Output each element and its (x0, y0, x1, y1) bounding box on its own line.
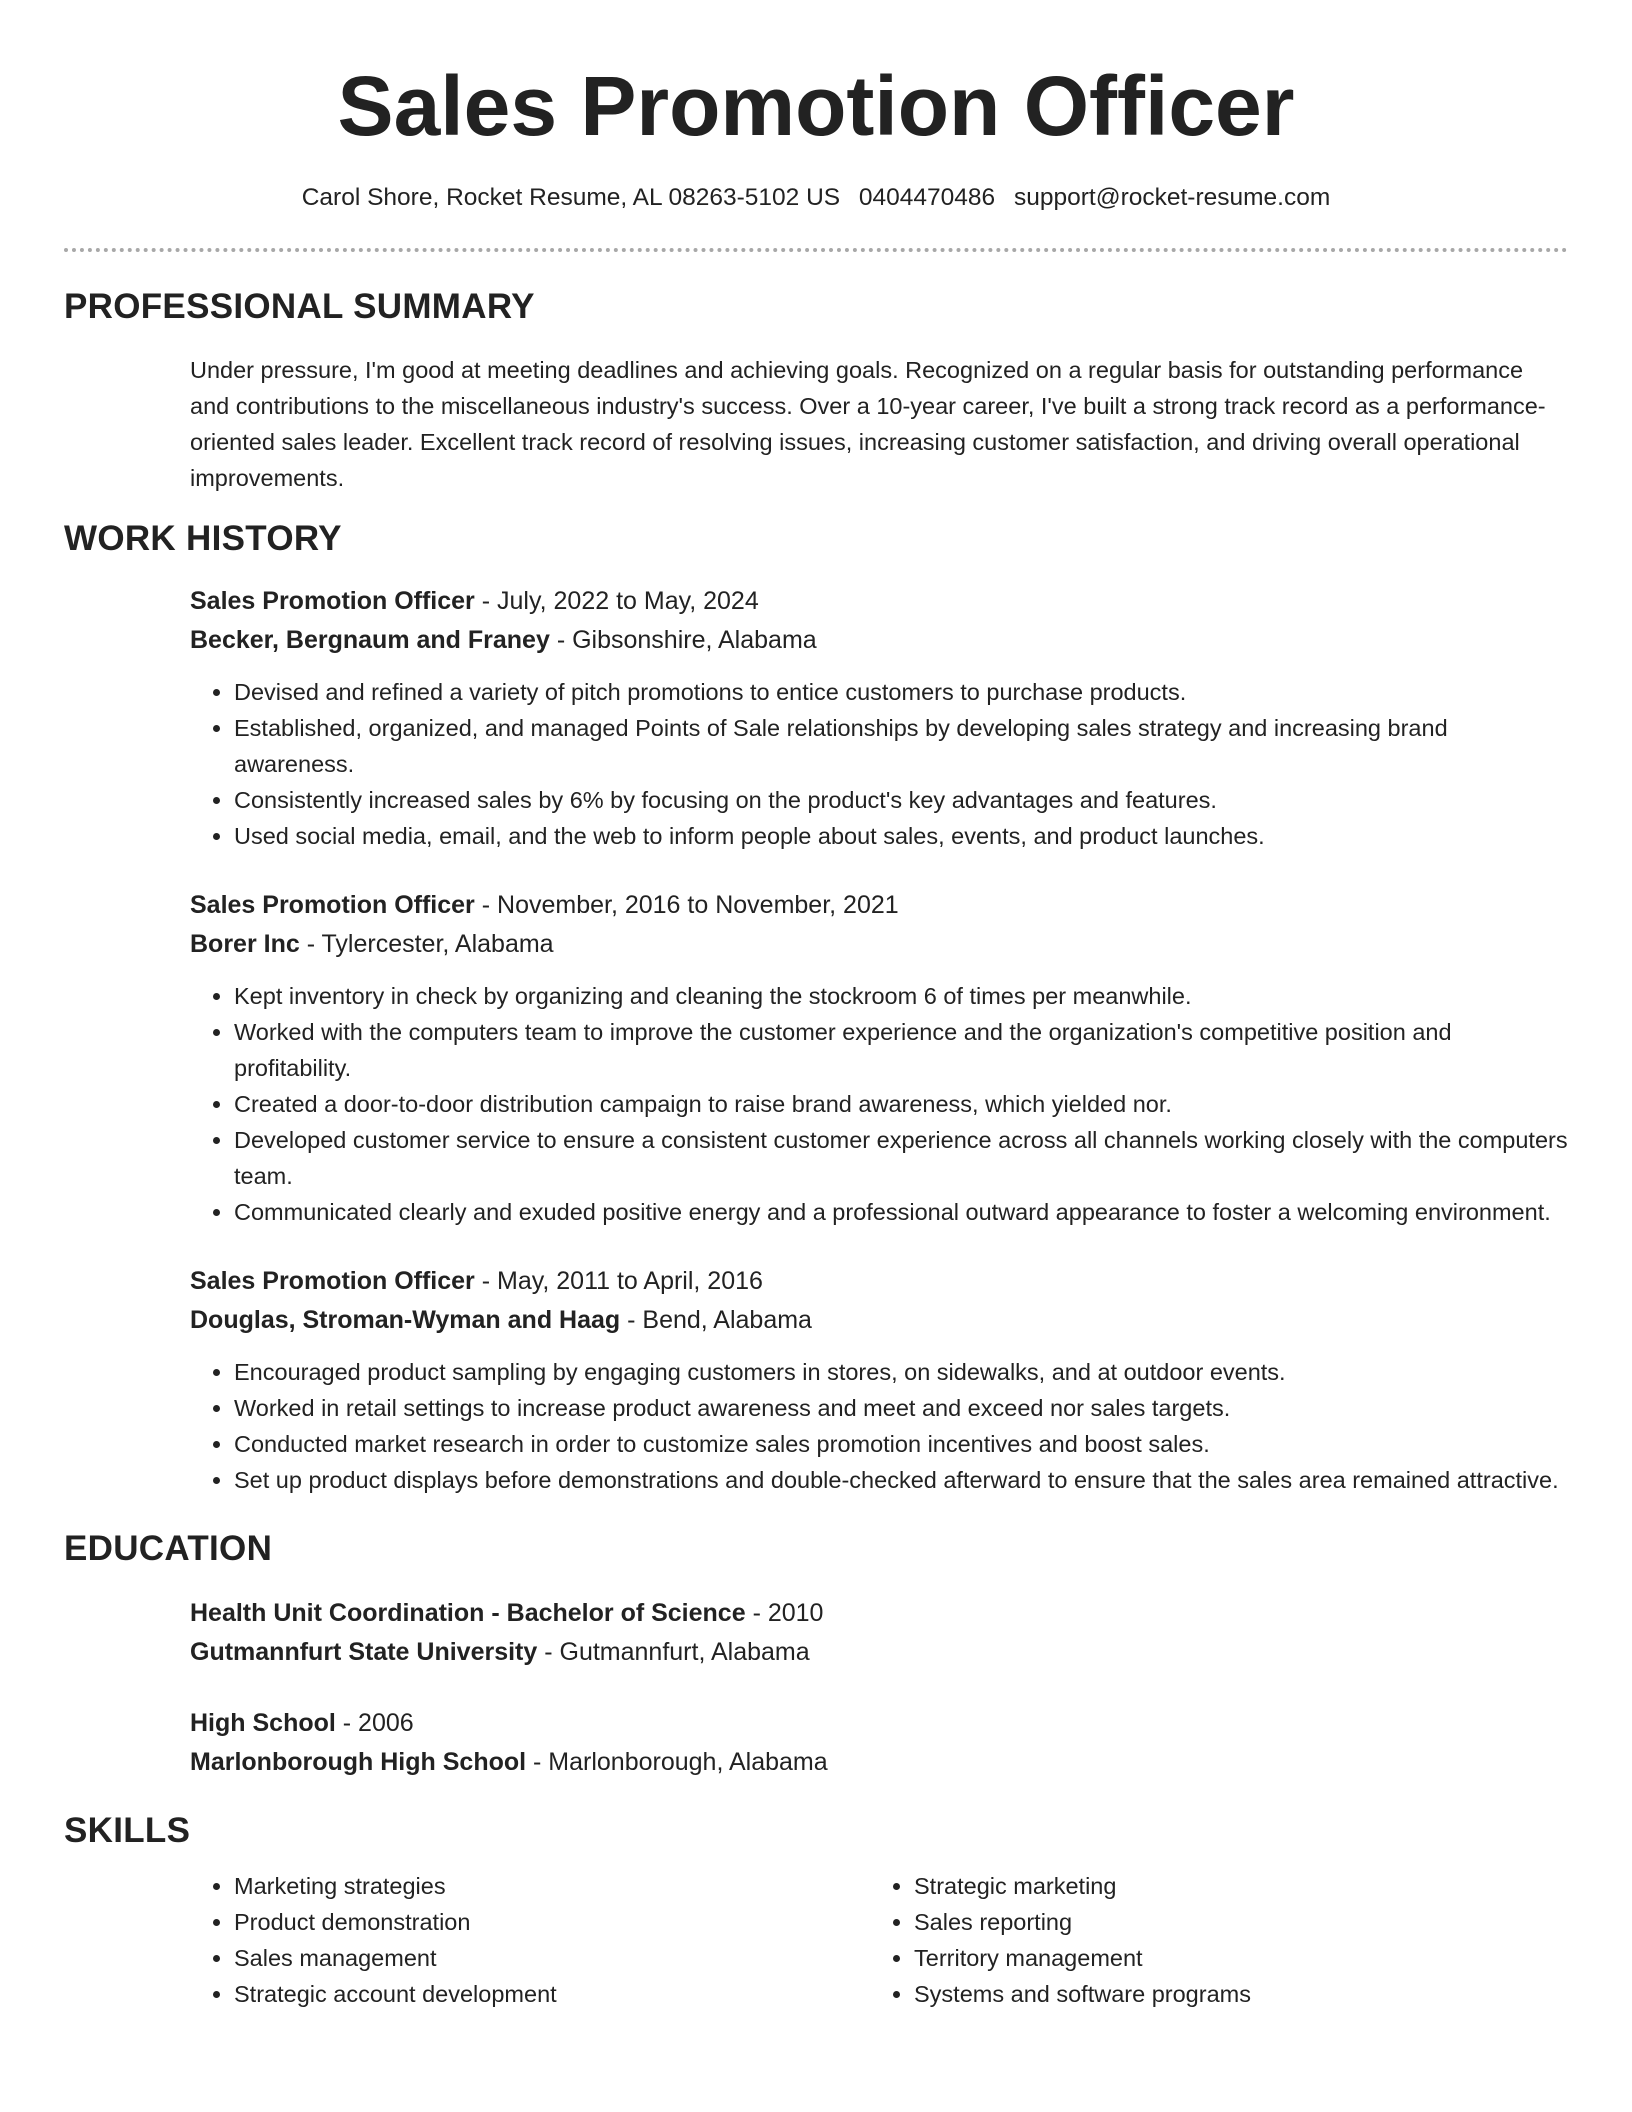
contact-line (64, 182, 1568, 214)
job-bullets (190, 674, 1568, 854)
job-bullet: • Set up product displays before demonstrations and double-checked afterward to ensure that the sales area remained attractive. (234, 1462, 1568, 1498)
work-history-section (64, 518, 1568, 1498)
education-year: - 2006 (335, 1709, 414, 1737)
job-location: - Bend, Alabama (620, 1306, 812, 1334)
job-entry (190, 1262, 1568, 1498)
job-dates: - July, 2022 to May, 2024 (474, 587, 759, 615)
job-bullet: • Established, organized, and managed Points of Sale relationships by developing sales strategy and increasing brand awareness. (234, 710, 1568, 782)
skill-item: • Systems and software programs (914, 1976, 1550, 2012)
education-location: - Marlonborough, Alabama (526, 1748, 828, 1776)
education-entry (190, 1704, 1568, 1782)
skill-item: • Product demonstration (234, 1904, 870, 1940)
job-bullet: • Kept inventory in check by organizing and cleaning the stockroom 6 of times per meanwhile. (234, 978, 1568, 1014)
education-location: - Gutmannfurt, Alabama (537, 1638, 810, 1666)
education-degree: High School (190, 1709, 336, 1737)
summary-section (64, 286, 1568, 496)
skill-item: • Marketing strategies (234, 1868, 870, 1904)
resume-title: Sales Promotion Officer (337, 59, 1295, 153)
job-location: - Gibsonshire, Alabama (549, 626, 817, 654)
education-school: Gutmannfurt State University (190, 1638, 538, 1666)
work-history-heading: WORK HISTORY (64, 519, 342, 558)
job-company: Borer Inc (190, 930, 300, 958)
skills-heading: SKILLS (64, 1811, 191, 1850)
education-school: Marlonborough High School (190, 1748, 527, 1776)
job-bullet: • Worked in retail settings to increase product awareness and meet and exceed nor sales targets. (234, 1390, 1568, 1426)
job-dates: - November, 2016 to November, 2021 (474, 891, 899, 919)
job-company: Douglas, Stroman-Wyman and Haag (190, 1306, 621, 1334)
job-title: Sales Promotion Officer (190, 1267, 475, 1295)
summary-text: Under pressure, I'm good at meeting deadlines and achieving goals. Recognized on a regular basis for outstanding performance and contributions to the miscellaneous industry's success. Over a 10-year career, I've built a strong track record as a performance-oriented sales leader. Excellent track record of resolving issues, increasing customer satisfaction, and driving overall operational improvements. (190, 357, 1546, 491)
education-entry (190, 1594, 1568, 1672)
job-dates: - May, 2011 to April, 2016 (474, 1267, 763, 1295)
resume-page (64, 0, 1568, 2012)
job-bullet: • Consistently increased sales by 6% by focusing on the product's key advantages and features. (234, 782, 1568, 818)
job-title: Sales Promotion Officer (190, 587, 475, 615)
job-title: Sales Promotion Officer (190, 891, 475, 919)
skill-item: • Territory management (914, 1940, 1550, 1976)
job-bullet: • Encouraged product sampling by engaging customers in stores, on sidewalks, and at outdoor events. (234, 1354, 1568, 1390)
skills-column-left (190, 1868, 870, 2012)
job-entry (190, 886, 1568, 1230)
contact-address: Carol Shore, Rocket Resume, AL 08263-5102 US (301, 184, 841, 211)
contact-phone: 0404470486 (858, 184, 996, 211)
education-heading: EDUCATION (64, 1529, 273, 1568)
skills-column-right (870, 1868, 1550, 2012)
contact-email: support@rocket-resume.com (1014, 184, 1331, 211)
skill-item: • Sales management (234, 1940, 870, 1976)
skills-section (64, 1810, 1568, 2012)
education-section (64, 1528, 1568, 1782)
job-bullet: • Developed customer service to ensure a consistent customer experience across all channels working closely with the computers team. (234, 1122, 1568, 1194)
job-bullets (190, 978, 1568, 1230)
job-bullet: • Conducted market research in order to customize sales promotion incentives and boost sales. (234, 1426, 1568, 1462)
job-bullet: • Communicated clearly and exuded positive energy and a professional outward appearance to foster a welcoming environment. (234, 1194, 1568, 1230)
summary-heading: PROFESSIONAL SUMMARY (64, 287, 535, 326)
skill-item: • Strategic account development (234, 1976, 870, 2012)
job-location: - Tylercester, Alabama (299, 930, 554, 958)
job-bullets (190, 1354, 1568, 1498)
job-bullet: • Created a door-to-door distribution campaign to raise brand awareness, which yielded nor. (234, 1086, 1568, 1122)
job-bullet: • Devised and refined a variety of pitch promotions to entice customers to purchase products. (234, 674, 1568, 710)
job-entry (190, 582, 1568, 854)
job-company: Becker, Bergnaum and Franey (190, 626, 550, 654)
job-bullet: • Worked with the computers team to improve the customer experience and the organization's competitive position and profitability. (234, 1014, 1568, 1086)
education-year: - 2010 (745, 1599, 824, 1627)
education-degree: Health Unit Coordination - Bachelor of Science (190, 1599, 746, 1627)
skill-item: • Strategic marketing (914, 1868, 1550, 1904)
header-divider (64, 248, 1568, 252)
skill-item: • Sales reporting (914, 1904, 1550, 1940)
job-bullet: • Used social media, email, and the web to inform people about sales, events, and product launches. (234, 818, 1568, 854)
skills-grid (190, 1868, 1568, 2012)
